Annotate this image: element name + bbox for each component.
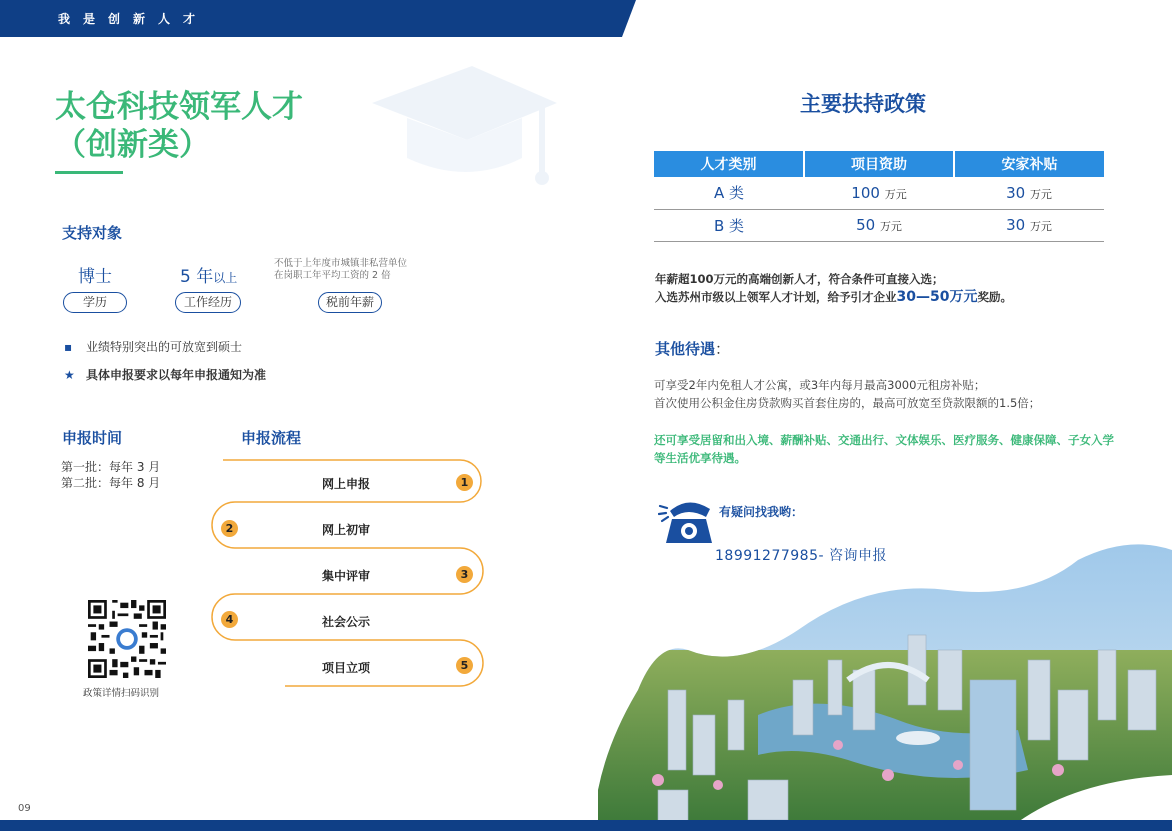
table-header-row (654, 151, 1104, 177)
funding-unit: 万元 (884, 187, 907, 201)
contact-phone[interactable]: 18991277985- 咨询申报 (715, 548, 887, 564)
bullet-text: 业绩特别突出的可放宽到硕士 (86, 340, 243, 354)
star-icon: ★ (64, 368, 75, 382)
housing-value: 30 (1006, 183, 1026, 202)
experience-suffix: 以上 (213, 271, 238, 285)
bullet-item (64, 366, 266, 383)
experience-value (180, 262, 237, 287)
other-benefits-colon: ： (715, 340, 731, 358)
process-step-number: 1 (456, 474, 473, 491)
other-benefits-line-1: 可享受2年内免租人才公寓，或3年内每月最高3000元租房补贴； (654, 378, 986, 392)
time-line-1: 第一批：每年 3 月 (61, 460, 161, 474)
time-heading: 申报时间 (62, 429, 123, 447)
housing-unit: 万元 (1029, 220, 1052, 233)
table-row (654, 177, 1104, 209)
support-heading: 支持对象 (62, 224, 123, 242)
lifestyle-benefits-text: 还可享受居留和出入境、薪酬补贴、交通出行、文体娱乐、医疗服务、健康保障、子女入学等生活优享待遇。 (654, 433, 1114, 465)
process-step-label: 社会公示 (322, 615, 371, 629)
policy-line-2-suffix: 奖励。 (977, 290, 1012, 304)
other-benefits-text (654, 376, 1040, 412)
table-cell-funding (804, 209, 954, 241)
table-cell-housing (954, 209, 1104, 241)
policy-line-2 (655, 288, 1012, 306)
time-line-2: 第二批：每年 8 月 (61, 476, 161, 490)
bullet-text: 具体申报要求以每年申报通知为准 (86, 368, 267, 382)
main-title (55, 88, 303, 164)
contact-label: 有疑问找我哟： (719, 505, 804, 519)
page-number-left: 09 (18, 803, 31, 814)
table-cell-category: A 类 (654, 177, 804, 209)
graduation-cap-icon (362, 58, 562, 190)
policy-title: 主要扶持政策 (800, 92, 926, 116)
table-header-cell: 人才类别 (654, 151, 804, 177)
pill-experience: 工作经历 (175, 292, 241, 313)
funding-value: 100 (851, 183, 880, 202)
funding-unit: 万元 (879, 220, 902, 233)
salary-note (274, 258, 407, 282)
process-step-number: 5 (456, 657, 473, 674)
table-header-cell: 安家补贴 (954, 151, 1104, 177)
process-step-label: 项目立项 (322, 661, 371, 675)
table-cell-category: B 类 (654, 209, 804, 241)
other-benefits-line-2: 首次使用公积金住房贷款购买首套住房的，最高可放宽至贷款限额的1.5倍； (654, 396, 1041, 410)
qr-caption: 政策详情扫码识别 (83, 688, 160, 699)
salary-note-line-2: 在岗职工年平均工资的 2 倍 (274, 270, 391, 281)
title-underline (55, 171, 123, 174)
policy-table (654, 151, 1104, 242)
top-banner (0, 0, 640, 37)
process-step-label: 集中评审 (322, 569, 371, 583)
table-row (654, 209, 1104, 241)
housing-value: 30 (1006, 216, 1026, 234)
process-step-label: 网上初审 (322, 523, 371, 537)
city-aerial-illustration (598, 540, 1172, 822)
process-step-label: 网上申报 (322, 477, 371, 491)
funding-value: 50 (856, 216, 876, 234)
title-line-2: （创新类） (55, 127, 210, 163)
bottom-bar (0, 820, 1172, 831)
pill-education: 学历 (63, 292, 127, 313)
square-bullet-icon: ▪ (64, 340, 73, 354)
process-step-number: 4 (221, 611, 238, 628)
banner-text: 我是创新人才 (58, 12, 209, 26)
policy-text (655, 270, 1012, 306)
other-benefits-heading (655, 338, 730, 359)
title-line-1: 太仓科技领军人才 (55, 89, 303, 125)
table-cell-housing (954, 177, 1104, 209)
housing-unit: 万元 (1029, 187, 1052, 201)
other-benefits-heading-text: 其他待遇 (655, 340, 716, 358)
policy-reward-highlight: 30—50万元 (896, 289, 978, 305)
pill-salary: 税前年薪 (318, 292, 382, 313)
salary-note-line-1: 不低于上年度市城镇非私营单位 (274, 258, 408, 269)
table-cell-funding (804, 177, 954, 209)
policy-line-1: 年薪超100万元的高端创新人才，符合条件可直接入选； (655, 272, 944, 286)
experience-years: 5 年 (180, 267, 214, 287)
process-step-number: 3 (456, 566, 473, 583)
bullet-item (64, 338, 242, 355)
policy-line-2-prefix: 入选苏州市级以上领军人才计划，给予引才企业 (655, 290, 897, 304)
process-step-number: 2 (221, 520, 238, 537)
process-heading: 申报流程 (241, 429, 302, 447)
degree-value: 博士 (78, 267, 112, 287)
table-header-cell: 项目资助 (804, 151, 954, 177)
qr-code[interactable] (88, 600, 166, 678)
